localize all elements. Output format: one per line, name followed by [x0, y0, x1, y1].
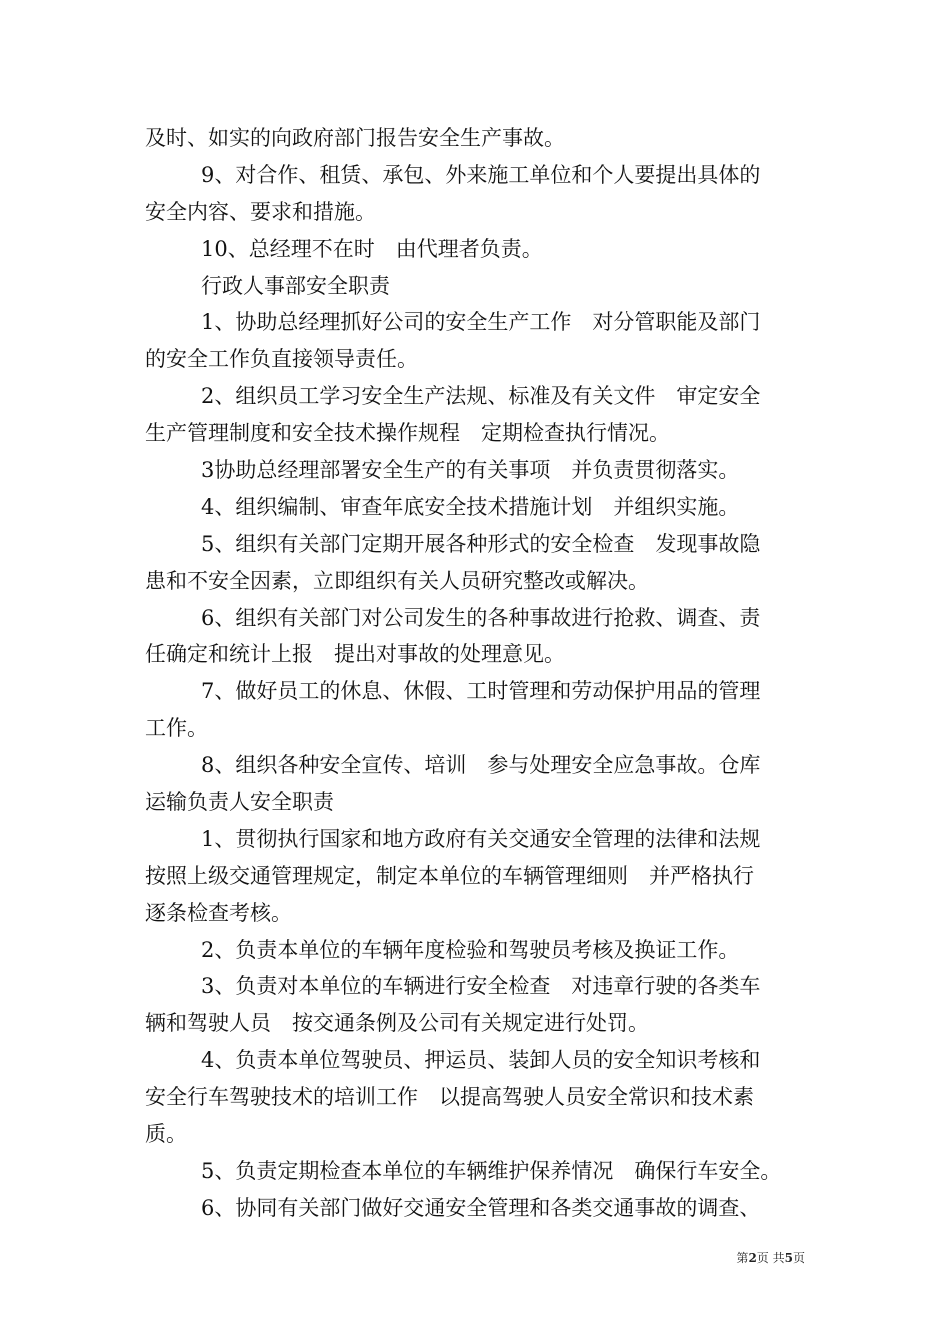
text-line: 4、负责本单位驾驶员、押运员、装卸人员的安全知识考核和	[201, 1048, 761, 1073]
footer-current-page: 2	[748, 1251, 757, 1265]
text-line: 2、负责本单位的车辆年度检验和驾驶员考核及换证工作。	[201, 937, 740, 962]
text-line: 7、做好员工的休息、休假、工时管理和劳动保护用品的管理	[201, 679, 761, 704]
text-line: 患和不安全因素，立即组织有关人员研究整改或解决。	[145, 568, 649, 593]
text-line: 辆和驾驶人员 按交通条例及公司有关规定进行处罚。	[145, 1011, 649, 1036]
text-line: 3、负责对本单位的车辆进行安全检查 对违章行驶的各类车	[201, 974, 761, 999]
text-line: 5、组织有关部门定期开展各种形式的安全检查 发现事故隐	[201, 531, 761, 556]
text-line: 2、组织员工学习安全生产法规、标准及有关文件 审定安全	[201, 384, 761, 409]
text-line: 1、贯彻执行国家和地方政府有关交通安全管理的法律和法规	[201, 826, 761, 851]
text-line: 生产管理制度和安全技术操作规程 定期检查执行情况。	[145, 421, 670, 446]
text-line: 安全行车驾驶技术的培训工作 以提高驾驶人员安全常识和技术素	[145, 1085, 754, 1110]
text-line: 质。	[145, 1122, 187, 1147]
text-line: 逐条检查考核。	[145, 900, 292, 925]
text-line: 8、组织各种安全宣传、培训 参与处理安全应急事故。仓库	[201, 753, 761, 778]
text-line: 及时、如实的向政府部门报告安全生产事故。	[145, 126, 565, 150]
text-line: 按照上级交通管理规定，制定本单位的车辆管理细则 并严格执行	[145, 863, 754, 888]
footer-suffix: 页	[792, 1251, 805, 1265]
text-line: 工作。	[145, 716, 208, 741]
text-line: 的安全工作负直接领导责任。	[145, 347, 418, 372]
text-line: 10、总经理不在时 由代理者负责。	[201, 236, 543, 261]
page-footer	[736, 1250, 805, 1266]
text-line: 运输负责人安全职责	[145, 790, 334, 815]
text-line: 安全内容、要求和措施。	[145, 199, 376, 224]
document-body	[145, 120, 815, 1227]
text-line: 行政人事部安全职责	[201, 273, 390, 298]
text-line: 1、协助总经理抓好公司的安全生产工作 对分管职能及部门	[201, 310, 761, 335]
text-line: 任确定和统计上报 提出对事故的处理意见。	[145, 642, 565, 667]
text-line: 6、协同有关部门做好交通安全管理和各类交通事故的调查、	[201, 1195, 761, 1220]
footer-middle: 页 共	[756, 1251, 785, 1265]
text-line: 3协助总经理部署安全生产的有关事项 并负责贯彻落实。	[201, 458, 740, 483]
footer-prefix: 第	[736, 1251, 749, 1265]
text-line: 6、组织有关部门对公司发生的各种事故进行抢救、调查、责	[201, 605, 761, 630]
text-line: 9、对合作、租赁、承包、外来施工单位和个人要提出具体的	[201, 162, 761, 187]
text-line: 5、负责定期检查本单位的车辆维护保养情况 确保行车安全。	[201, 1158, 782, 1183]
text-line: 4、组织编制、审查年底安全技术措施计划 并组织实施。	[201, 494, 740, 519]
footer-total-pages: 5	[784, 1251, 793, 1265]
